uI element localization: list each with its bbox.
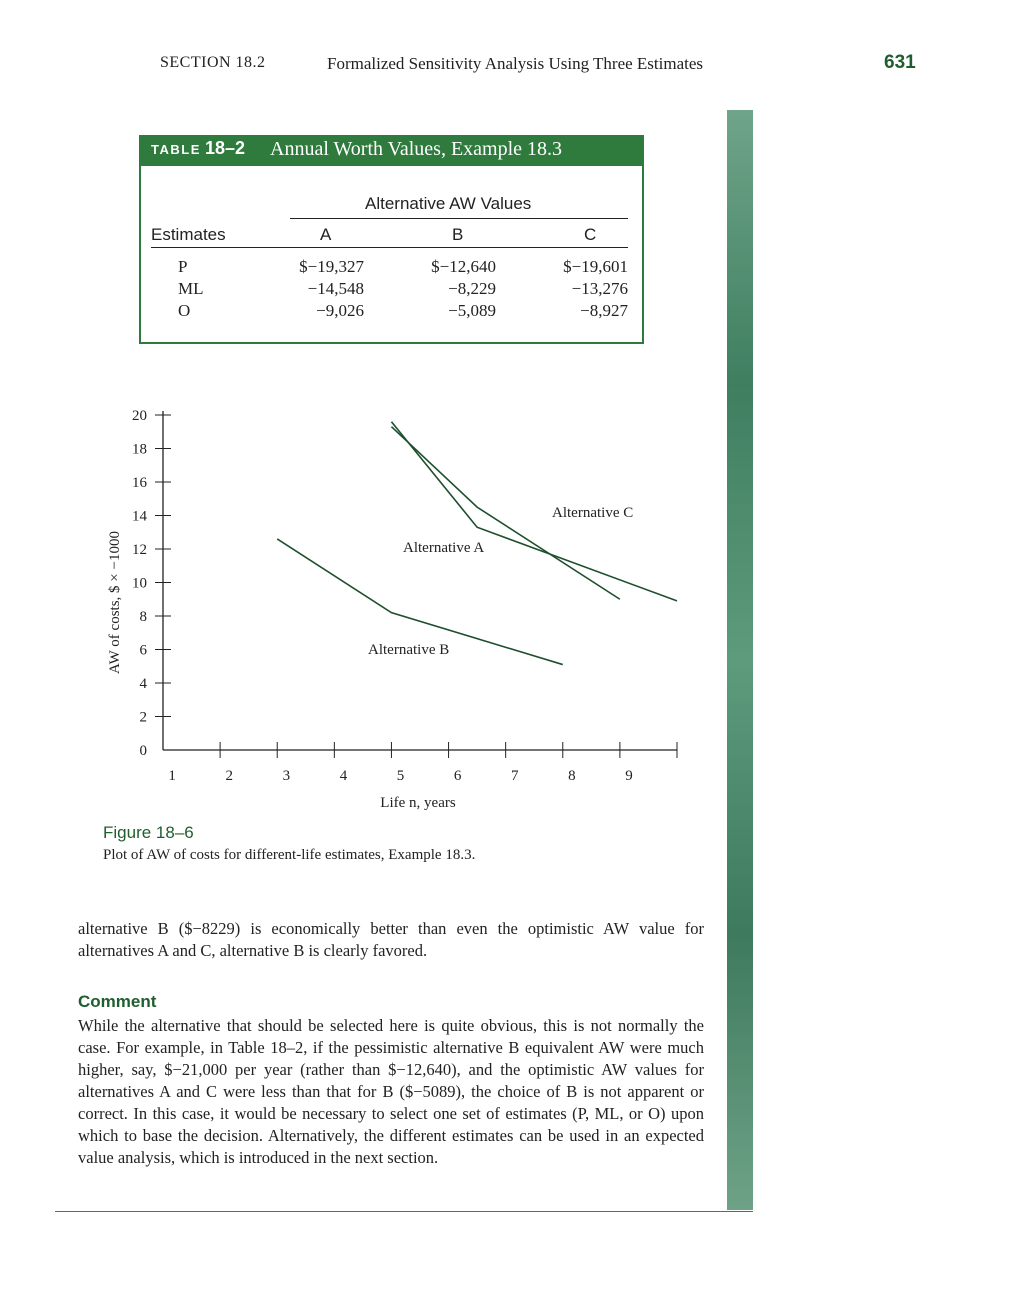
x-axis-label: Life n, years bbox=[380, 795, 456, 811]
series-label: Alternative A bbox=[403, 540, 485, 556]
running-head-section: SECTION 18.2 bbox=[160, 54, 266, 71]
decorative-side-strip bbox=[727, 110, 753, 1210]
table-cell: $−12,640 bbox=[431, 257, 496, 276]
table-cell: −14,548 bbox=[307, 279, 364, 298]
y-tick-label: 20 bbox=[132, 408, 147, 424]
y-tick-label: 0 bbox=[139, 743, 147, 759]
table-cell: −9,026 bbox=[316, 301, 364, 320]
table-cell: −5,089 bbox=[448, 301, 496, 320]
y-axis-label: AW of costs, $ × −1000 bbox=[107, 531, 123, 674]
y-tick-label: 8 bbox=[139, 609, 147, 625]
series-label: Alternative C bbox=[552, 505, 634, 521]
x-tick-label: 8 bbox=[568, 768, 576, 784]
table-cell: $−19,601 bbox=[563, 257, 628, 276]
row-estimate: ML bbox=[178, 279, 204, 298]
table-row-header: Estimates bbox=[151, 225, 226, 244]
bottom-rule bbox=[55, 1211, 753, 1212]
y-tick-label: 10 bbox=[132, 575, 147, 592]
row-estimate: O bbox=[178, 301, 191, 320]
table-cell: −8,229 bbox=[448, 279, 496, 298]
x-tick-label: 7 bbox=[511, 768, 519, 784]
running-head-title: Formalized Sensitivity Analysis Using Three Estimates bbox=[327, 54, 704, 73]
column-header-a: A bbox=[320, 225, 332, 244]
x-tick-label: 1 bbox=[168, 768, 176, 784]
column-header-b: B bbox=[452, 225, 464, 244]
series-label: Alternative B bbox=[368, 642, 450, 658]
table-group-header: Alternative AW Values bbox=[365, 194, 532, 213]
x-tick-label: 5 bbox=[396, 768, 405, 784]
row-estimate: P bbox=[178, 257, 188, 276]
series-line bbox=[391, 422, 677, 601]
aw-cost-chart bbox=[90, 395, 710, 820]
table-cell: −8,927 bbox=[580, 301, 628, 320]
header-rule bbox=[151, 247, 628, 248]
table-label: TABLE bbox=[151, 142, 201, 157]
x-tick-label: 2 bbox=[225, 768, 233, 784]
column-header-c: C bbox=[584, 225, 597, 244]
y-tick-label: 6 bbox=[139, 642, 147, 659]
y-tick-label: 2 bbox=[139, 709, 147, 726]
table-cell: $−19,327 bbox=[299, 257, 364, 276]
figure-label: Figure 18–6 bbox=[103, 823, 194, 842]
x-tick-label: 3 bbox=[282, 768, 291, 784]
y-tick-label: 12 bbox=[132, 542, 147, 558]
comment-paragraph: While the alternative that should be selected here is quite obvious, this is not normally the case. For example, in Table 18–2, if the pessimistic alternative B equivalent AW were much higher, say, $−21,000 per year (rather than $−12,640), and the optimistic AW values for alternatives A and C were less than that for B ($−5089), the choice of B is not apparent or correct. In this case, it would be necessary to select one set of estimates (P, ML, or O) upon which to base the decision. Alternatively, the different estimates can be used in an expected value analysis, which is introduced in the next section. bbox=[78, 1016, 704, 1167]
page-number: 631 bbox=[884, 52, 916, 73]
table-number: 18–2 bbox=[205, 138, 246, 158]
y-tick-label: 18 bbox=[132, 441, 147, 458]
y-tick-label: 16 bbox=[132, 475, 147, 491]
table-header-bar bbox=[139, 135, 644, 166]
x-tick-label: 4 bbox=[339, 768, 348, 784]
group-header-rule bbox=[290, 218, 628, 219]
x-tick-label: 6 bbox=[453, 768, 462, 784]
comment-heading: Comment bbox=[78, 992, 157, 1011]
y-tick-label: 14 bbox=[132, 508, 147, 525]
x-tick-label: 9 bbox=[625, 768, 633, 784]
table-cell: −13,276 bbox=[571, 279, 628, 298]
figure-caption: Plot of AW of costs for different-life estimates, Example 18.3. bbox=[103, 847, 476, 863]
y-tick-label: 4 bbox=[139, 676, 147, 692]
table-caption: Annual Worth Values, Example 18.3 bbox=[270, 138, 563, 160]
body-paragraph: alternative B ($−8229) is economically better than even the optimistic AW value for alternatives A and C, alternative B is clearly favored. bbox=[78, 919, 704, 960]
